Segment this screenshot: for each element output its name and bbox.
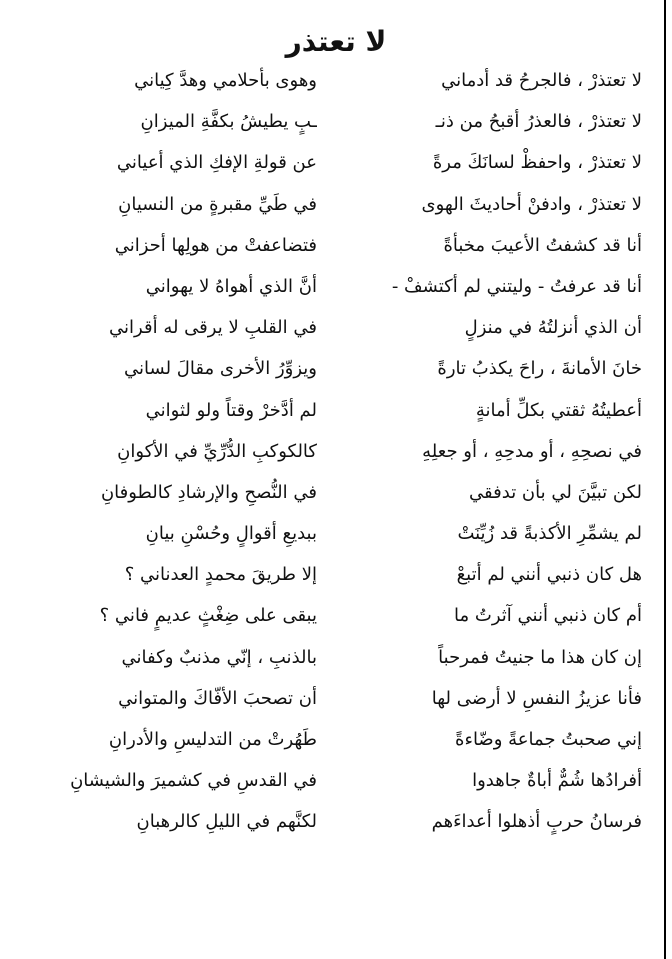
verse-first-hemistich: خانَ الأمانةَ ، راحَ يكذبُ تارةً <box>437 358 642 380</box>
verse-second-hemistich: لم أدَّخرْ وقتاً ولو لثواني <box>145 399 317 421</box>
verse-second-hemistich: طَهُرتْ من التدليسِ والأدرانِ <box>108 729 317 750</box>
verse <box>0 60 672 101</box>
verse-first-hemistich: إني صحبتُ جماعةً وضّاءةً <box>455 729 642 750</box>
verse <box>0 390 672 431</box>
verse-first-hemistich: إن كان هذا ما جنيتُ فمرحباً <box>438 646 642 668</box>
verse-first-hemistich: أنا قد كشفتُ الأعيبَ مخبأةً <box>443 234 642 256</box>
verse <box>0 431 672 472</box>
poem-verses <box>0 60 672 843</box>
verse-second-hemistich: كالكوكبِ الدُّرِّيِّ في الأكوانِ <box>117 440 317 462</box>
verse-second-hemistich: في طَيِّ مقبرةٍ من النسيانِ <box>118 193 317 215</box>
verse-second-hemistich: وهوى بأحلامي وهدَّ كِياني <box>134 70 317 91</box>
verse-first-hemistich: فأنا عزيزُ النفسِ لا أرضى لها <box>431 687 642 709</box>
verse <box>0 348 672 389</box>
verse-second-hemistich: لكنَّهم في الليلِ كالرهبانِ <box>136 811 317 833</box>
verse-second-hemistich: ـبٍ يطيشُ بكفَّةِ الميزانِ <box>140 111 317 133</box>
verse-second-hemistich: أن تصحبَ الأفّاكَ والمتواني <box>118 687 317 709</box>
verse <box>0 554 672 595</box>
verse-first-hemistich: أم كان ذنبي أنني آثرتُ ما <box>454 605 642 627</box>
verse-first-hemistich: لا تعتذرْ ، فالجرحُ قد أدماني <box>441 70 642 91</box>
verse-first-hemistich: لا تعتذرْ ، وادفنْ أحاديثَ الهوى <box>421 193 642 215</box>
verse <box>0 307 672 348</box>
verse <box>0 101 672 142</box>
verse-first-hemistich: لم يشمِّرِ الأكذبةً قد زُيِّنَتْ <box>457 523 642 545</box>
verse <box>0 637 672 678</box>
verse-second-hemistich: ويزوِّرُ الأخرى مقالَ لساني <box>124 358 317 380</box>
verse-second-hemistich: بالذنبِ ، إنّي مذنبٌ وكفاني <box>121 646 317 668</box>
verse-second-hemistich: إلا طريقَ محمدٍ العدناني ؟ <box>124 564 317 586</box>
verse-second-hemistich: في النُّصحِ والإرشادِ كالطوفانِ <box>100 481 317 503</box>
verse-second-hemistich: فتضاعفتْ من هولِها أحزاني <box>114 234 317 256</box>
verse <box>0 472 672 513</box>
verse-second-hemistich: عن قولةِ الإفكِ الذي أعياني <box>116 152 317 174</box>
verse <box>0 225 672 266</box>
verse <box>0 513 672 554</box>
verse-second-hemistich: في القلبِ لا يرقى له أقراني <box>109 317 317 339</box>
verse-first-hemistich: أن الذي أنزلتُهُ في منزلٍ <box>464 317 642 339</box>
verse <box>0 266 672 307</box>
verse-first-hemistich: أنا قد عرفتُ - وليتني لم أكتشفْ - <box>391 275 642 297</box>
verse-second-hemistich: ببديعِ أقوالٍ وحُسْنِ بيانِ <box>145 523 317 545</box>
verse-first-hemistich: في نصحِهِ ، أو مدحِهِ ، أو جعلِهِ <box>422 440 642 462</box>
verse-first-hemistich: هل كان ذنبي أنني لم أتبعْ <box>456 564 642 586</box>
verse <box>0 760 672 801</box>
poem-title: لا تعتذر <box>285 25 387 58</box>
verse <box>0 801 672 842</box>
verse <box>0 142 672 183</box>
verse-first-hemistich: لا تعتذرْ ، واحفظْ لسانَكَ مرةً <box>432 152 642 174</box>
verse-second-hemistich: في القدسِ في كشميرَ والشيشانِ <box>70 770 317 792</box>
verse-first-hemistich: لا تعتذرْ ، فالعذرُ أقبحُ من ذنـ <box>435 111 642 133</box>
verse <box>0 595 672 636</box>
verse-first-hemistich: لكن تبيَّنَ لي بأن تدفقي <box>469 481 642 503</box>
verse <box>0 184 672 225</box>
verse <box>0 719 672 760</box>
verse-second-hemistich: يبقى على ضِغْثٍ عديمٍ فاني ؟ <box>99 605 317 627</box>
verse <box>0 678 672 719</box>
verse-first-hemistich: أفرادُها شُمٌّ أباةٌ جاهدوا <box>472 770 642 792</box>
verse-second-hemistich: أنَّ الذي أهواهُ لا يهواني <box>145 275 317 297</box>
verse-first-hemistich: أعطيتُهُ ثقتي بكلِّ أمانةٍ <box>475 399 642 421</box>
verse-first-hemistich: فرسانُ حربٍ أذهلوا أعداءَهم <box>431 811 642 833</box>
